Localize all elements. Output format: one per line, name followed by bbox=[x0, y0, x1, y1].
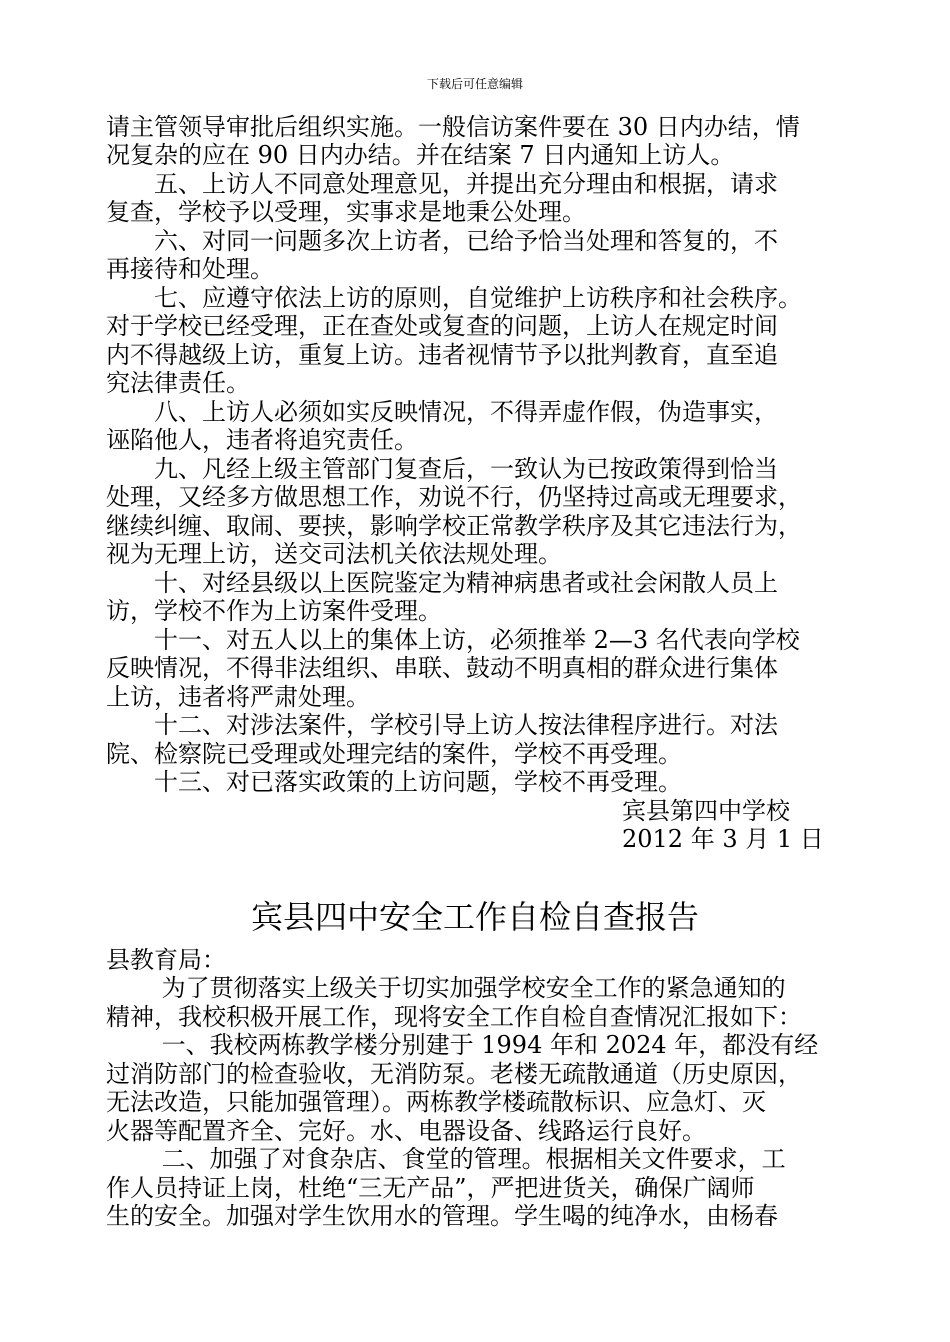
page-header: 下载后可任意编辑 bbox=[426, 77, 523, 91]
paragraph-line: 复查，学校予以受理，实事求是地秉公处理。 bbox=[106, 198, 586, 226]
paragraph-line: 内不得越级上访，重复上访。违者视情节予以批判教育，直至追 bbox=[106, 341, 778, 369]
paragraph-line: 请主管领导审批后组织实施。一般信访案件要在 30 日内办结，情 bbox=[106, 113, 800, 141]
paragraph-line: 视为无理上访，送交司法机关依法规处理。 bbox=[106, 540, 562, 568]
paragraph-line: 九、凡经上级主管部门复查后，一致认为已按政策得到恰当 bbox=[106, 455, 778, 483]
paragraph-line: 无法改造，只能加强管理）。两栋教学楼疏散标识、应急灯、灭 bbox=[106, 1088, 766, 1116]
paragraph-line: 况复杂的应在 90 日内办结。并在结案 7 日内通知上访人。 bbox=[106, 141, 735, 169]
report-title: 宾县四中安全工作自检自查报告 bbox=[250, 898, 699, 936]
paragraph-line: 处理，又经多方做思想工作，劝说不行，仍坚持过高或无理要求， bbox=[106, 483, 802, 511]
paragraph-line: 对于学校已经受理，正在查处或复查的问题，上访人在规定时间 bbox=[106, 312, 778, 340]
paragraph-line: 过消防部门的检查验收，无消防泵。老楼无疏散通道（历史原因， bbox=[106, 1060, 802, 1088]
paragraph-line: 精神，我校积极开展工作，现将安全工作自检自查情况汇报如下： bbox=[106, 1003, 802, 1031]
paragraph-line: 十一、对五人以上的集体上访，必须推举 2—3 名代表向学校 bbox=[106, 626, 800, 654]
paragraph-line: 十、对经县级以上医院鉴定为精神病患者或社会闲散人员上 bbox=[106, 569, 778, 597]
paragraph-line: 诬陷他人，违者将追究责任。 bbox=[106, 426, 418, 454]
paragraph-line: 一、我校两栋教学楼分别建于 1994 年和 2024 年，都没有经 bbox=[106, 1031, 819, 1059]
paragraph-line: 六、对同一问题多次上访者，已给予恰当处理和答复的，不 bbox=[106, 227, 778, 255]
paragraph-line: 上访，违者将严肃处理。 bbox=[106, 683, 370, 711]
salutation-line: 县教育局： bbox=[106, 946, 226, 974]
paragraph-line: 五、上访人不同意处理意见，并提出充分理由和根据，请求 bbox=[106, 170, 778, 198]
paragraph-line: 再接待和处理。 bbox=[106, 255, 274, 283]
paragraph-line: 究法律责任。 bbox=[106, 369, 250, 397]
paragraph-line: 为了贯彻落实上级关于切实加强学校安全工作的紧急通知的 bbox=[106, 974, 786, 1002]
paragraph-line: 七、应遵守依法上访的原则，自觉维护上访秩序和社会秩序。 bbox=[106, 284, 802, 312]
signature-school: 宾县第四中学校 bbox=[622, 797, 790, 825]
paragraph-line: 十二、对涉法案件，学校引导上访人按法律程序进行。对法 bbox=[106, 711, 778, 739]
paragraph-line: 火器等配置齐全、完好。水、电器设备、线路运行良好。 bbox=[106, 1117, 706, 1145]
paragraph-line: 继续纠缠、取闹、要挟，影响学校正常教学秩序及其它违法行为， bbox=[106, 512, 802, 540]
paragraph-line: 院、检察院已受理或处理完结的案件，学校不再受理。 bbox=[106, 740, 682, 768]
paragraph-line: 二、加强了对食杂店、食堂的管理。根据相关文件要求，工 bbox=[106, 1145, 786, 1173]
signature-date: 2012 年 3 月 1 日 bbox=[622, 825, 824, 853]
paragraph-line: 访，学校不作为上访案件受理。 bbox=[106, 597, 442, 625]
paragraph-line: 八、上访人必须如实反映情况，不得弄虚作假，伪造事实， bbox=[106, 398, 778, 426]
paragraph-line: 生的安全。加强对学生饮用水的管理。学生喝的纯净水，由杨春 bbox=[106, 1202, 778, 1230]
paragraph-line: 十三、对已落实政策的上访问题，学校不再受理。 bbox=[106, 768, 682, 796]
paragraph-line: 作人员持证上岗，杜绝“三无产品”，严把进货关，确保广阔师 bbox=[106, 1174, 755, 1202]
paragraph-line: 反映情况，不得非法组织、串联、鼓动不明真相的群众进行集体 bbox=[106, 654, 778, 682]
